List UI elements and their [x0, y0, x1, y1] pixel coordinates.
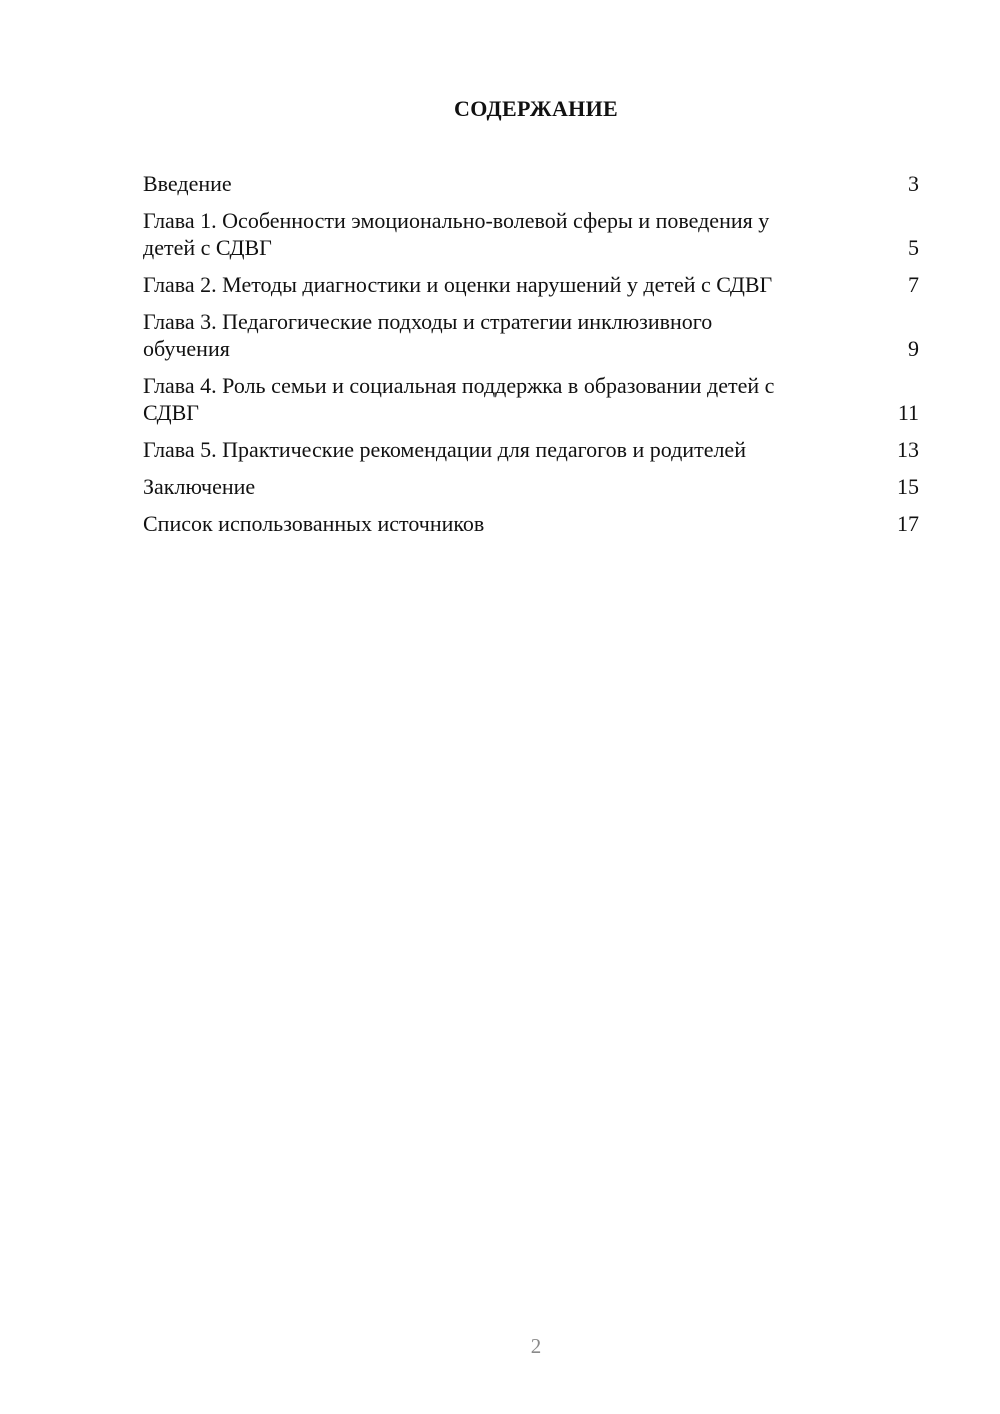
toc-entry-page: 5	[908, 235, 919, 260]
table-of-contents	[143, 170, 919, 547]
toc-entry-title: Список использованных источников	[143, 511, 485, 536]
toc-entry-chapter-3	[143, 308, 919, 362]
page-title: СОДЕРЖАНИЕ	[454, 96, 618, 121]
toc-entry-chapter-1	[143, 207, 919, 261]
toc-entry-page: 11	[897, 400, 919, 425]
toc-entry-title: Глава 5. Практические рекомендации для педагогов и родителей	[143, 437, 746, 462]
toc-entry-chapter-5	[143, 436, 919, 463]
toc-entry-page: 17	[897, 511, 919, 536]
toc-entry-page: 13	[897, 437, 919, 462]
toc-entry-page: 15	[897, 474, 919, 499]
toc-entry-title: Введение	[143, 171, 232, 196]
toc-entry-title: Глава 3. Педагогические подходы и стратегии инклюзивного обучения	[143, 309, 713, 361]
toc-entry-conclusion	[143, 473, 919, 500]
toc-entry-title: Глава 2. Методы диагностики и оценки нарушений у детей с СДВГ	[143, 272, 773, 297]
toc-entry-introduction	[143, 170, 919, 197]
toc-entry-title: Глава 1. Особенности эмоционально-волевой сферы и поведения у детей с СДВГ	[143, 208, 770, 260]
toc-entry-title: Заключение	[143, 474, 256, 499]
toc-entry-chapter-4	[143, 372, 919, 426]
toc-entry-page: 3	[908, 171, 919, 196]
toc-entry-page: 9	[908, 336, 919, 361]
page-number: 2	[530, 1334, 542, 1358]
toc-entry-page: 7	[908, 272, 919, 297]
toc-entry-chapter-2	[143, 271, 919, 298]
toc-entry-title: Глава 4. Роль семьи и социальная поддержка в образовании детей с СДВГ	[143, 373, 775, 425]
toc-entry-references	[143, 510, 919, 537]
